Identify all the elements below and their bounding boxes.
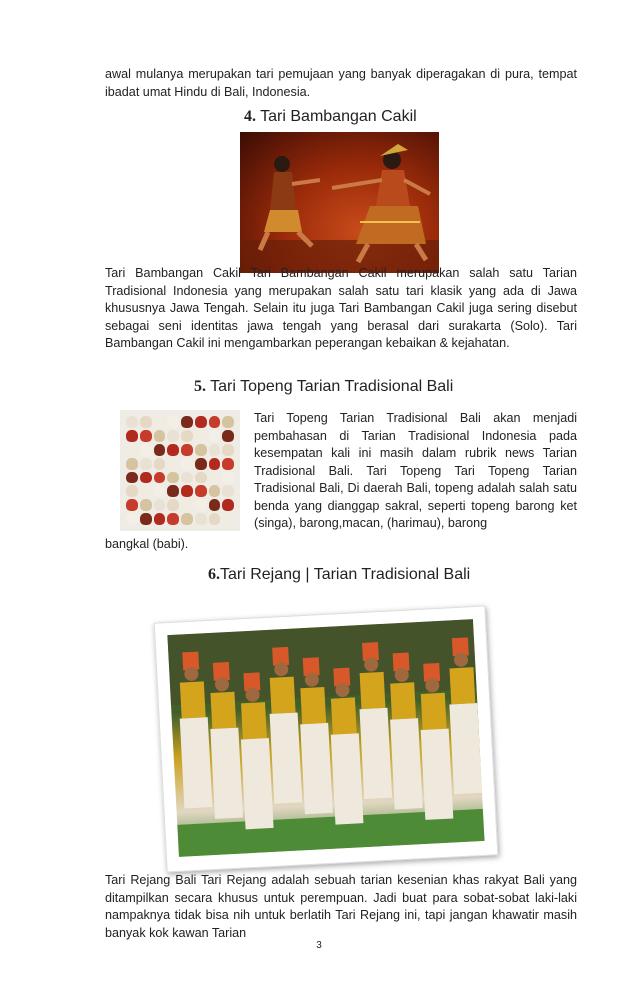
mask-icon: [195, 472, 207, 484]
mask-icon: [126, 499, 138, 511]
mask-icon: [181, 458, 193, 470]
mask-icon: [154, 444, 166, 456]
mask-icon: [167, 485, 179, 497]
mask-icon: [167, 430, 179, 442]
mask-icon: [209, 458, 221, 470]
section-6-number: 6.: [208, 566, 220, 583]
topeng-masks-photo: [120, 410, 240, 531]
mask-icon: [167, 416, 179, 428]
mask-icon: [167, 444, 179, 456]
mask-icon: [195, 430, 207, 442]
mask-icon: [209, 513, 221, 525]
mask-icon: [140, 444, 152, 456]
mask-icon: [140, 499, 152, 511]
mask-icon: [140, 472, 152, 484]
mask-icon: [209, 472, 221, 484]
mask-icon: [195, 416, 207, 428]
mask-icon: [126, 416, 138, 428]
section-6-heading: [208, 566, 470, 584]
mask-icon: [126, 430, 138, 442]
mask-icon: [222, 513, 234, 525]
mask-icon: [154, 430, 166, 442]
rejang-photo-frame: [154, 605, 499, 872]
mask-icon: [222, 416, 234, 428]
mask-icon: [154, 513, 166, 525]
mask-icon: [195, 485, 207, 497]
section-6-paragraph: Tari Rejang Bali Tari Rejang adalah sebuah tarian kesenian khas rakyat Bali yang ditampilkan secara khusus untuk perempuan. Jadi buat para sobat-sobat laki-laki nampaknya tidak bisa nih untuk berlatih Tari Rejang ini, tapi jangan khawatir masih banyak kok kawan Tarian: [105, 873, 577, 940]
section-5-continuation: bangkal (babi).: [105, 537, 189, 551]
mask-icon: [181, 499, 193, 511]
page-number: 3: [316, 940, 322, 951]
mask-icon: [154, 472, 166, 484]
mask-icon: [126, 513, 138, 525]
mask-icon: [126, 485, 138, 497]
mask-icon: [181, 485, 193, 497]
section-4-number: 4.: [244, 108, 256, 125]
mask-icon: [154, 458, 166, 470]
bambangan-cakil-photo: [240, 132, 439, 273]
mask-icon: [195, 513, 207, 525]
mask-icon: [222, 499, 234, 511]
mask-icon: [181, 513, 193, 525]
mask-icon: [167, 458, 179, 470]
mask-icon: [222, 485, 234, 497]
rejang-dancers-photo: [167, 619, 484, 857]
mask-icon: [181, 444, 193, 456]
mask-icon: [209, 444, 221, 456]
section-5-paragraph: Tari Topeng Tarian Tradisional Bali akan menjadi pembahasan di Tarian Tradisional Indonesia pada kesempatan kali ini masih dalam rubrik news Tarian Tradisional Bali. Tari Topeng Tari Topeng Tarian Tradisional Bali, Di daerah Bali, topeng adalah salah satu benda yang dianggap sakral, seperti topeng barong ket (singa), barong,macan, (harimau), barong: [254, 411, 577, 530]
mask-icon: [154, 416, 166, 428]
section-4-paragraph: Tari Bambangan Cakil Tari Bambangan Cakil merupakan salah satu Tarian Tradisional Indonesia yang merupakan salah satu tari klasik yang ada di Jawa khususnya Jawa Tengah. Selain itu juga Tari Bambangan Cakil juga sering disebut sebagai seni identitas jawa tengah yang berasal dari surakarta (Solo). Tari Bambangan Cakil ini mengambarkan peperangan kebaikan & kejahatan.: [105, 266, 577, 350]
mask-grid: [126, 416, 234, 525]
section-5-title: Tari Topeng Tarian Tradisional Bali: [206, 378, 454, 395]
mask-icon: [154, 499, 166, 511]
mask-icon: [126, 458, 138, 470]
mask-icon: [140, 513, 152, 525]
section-5-number: 5.: [194, 378, 206, 395]
mask-icon: [140, 416, 152, 428]
mask-icon: [209, 430, 221, 442]
mask-icon: [167, 513, 179, 525]
mask-icon: [195, 458, 207, 470]
mask-icon: [140, 430, 152, 442]
mask-icon: [181, 472, 193, 484]
mask-icon: [209, 499, 221, 511]
mask-icon: [222, 472, 234, 484]
mask-icon: [167, 499, 179, 511]
mask-icon: [181, 416, 193, 428]
mask-icon: [209, 416, 221, 428]
mask-icon: [126, 444, 138, 456]
mask-icon: [222, 458, 234, 470]
section-4-title: Tari Bambangan Cakil: [256, 108, 417, 125]
section-6-title: Tari Rejang | Tarian Tradisional Bali: [220, 566, 471, 583]
section-5-heading: [194, 378, 453, 396]
mask-icon: [140, 458, 152, 470]
mask-icon: [222, 444, 234, 456]
mask-icon: [126, 472, 138, 484]
mask-icon: [195, 444, 207, 456]
mask-icon: [181, 430, 193, 442]
mask-icon: [195, 499, 207, 511]
mask-icon: [167, 472, 179, 484]
mask-icon: [222, 430, 234, 442]
mask-icon: [154, 485, 166, 497]
mask-icon: [140, 485, 152, 497]
intro-paragraph: awal mulanya merupakan tari pemujaan yang banyak diperagakan di pura, tempat ibadat umat Hindu di Bali, Indonesia.: [105, 67, 577, 99]
mask-icon: [209, 485, 221, 497]
section-4-heading: [244, 108, 417, 126]
